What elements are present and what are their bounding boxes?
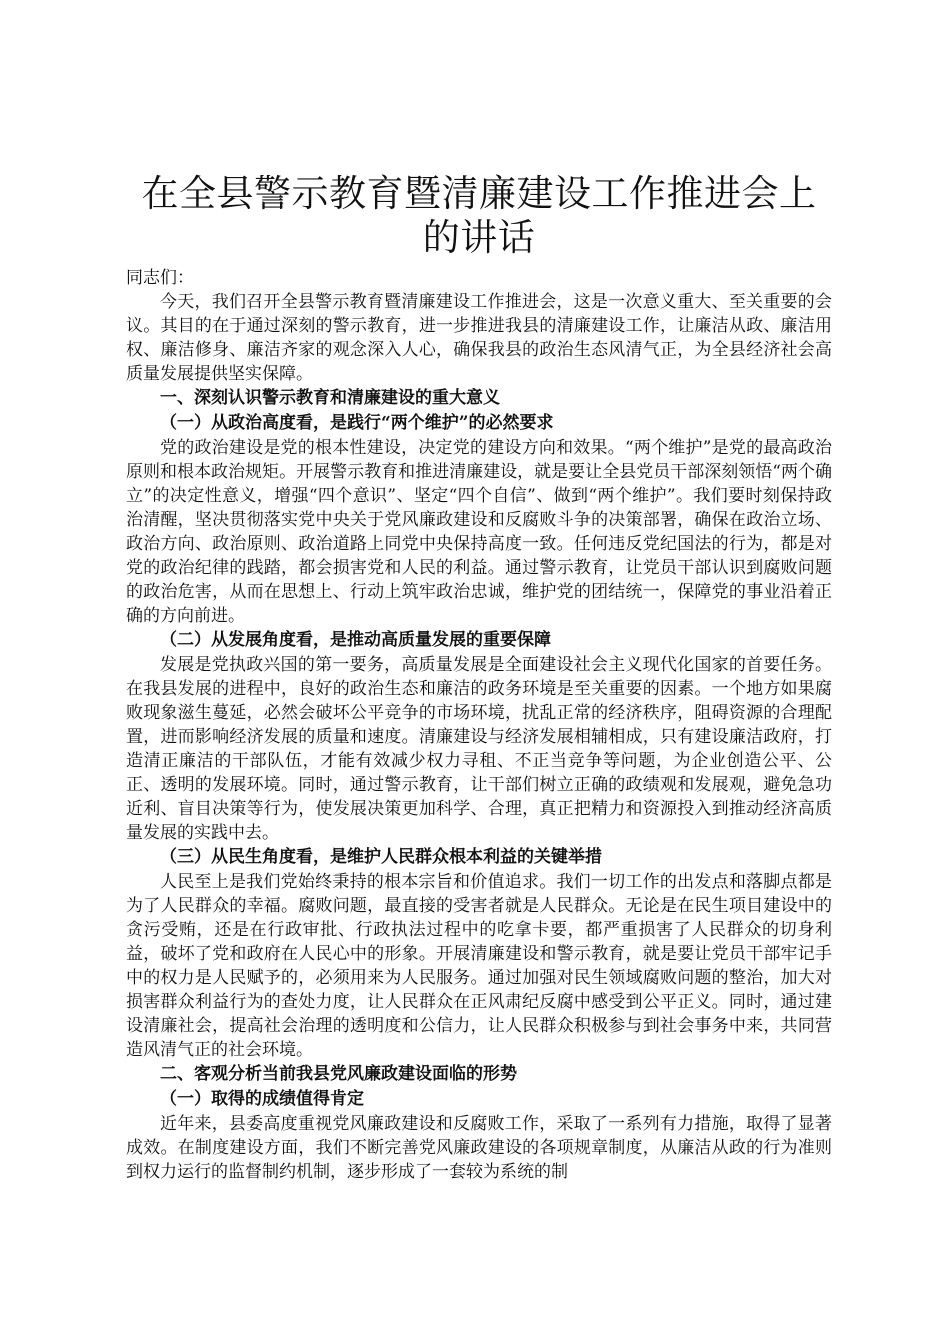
intro-paragraph: 今天，我们召开全县警示教育暨清廉建设工作推进会，这是一次意义重大、至关重要的会议。其目的在于通过深刻的警示教育，进一步推进我县的清廉建设工作，让廉洁从政、廉洁用权、廉洁修身、廉洁齐家的观念深入人心，确保我县的政治生态风清气正，为全县经济社会高质量发展提供坚实保障。 [126, 292, 832, 384]
document-body [126, 172, 832, 1184]
salutation: 同志们： [126, 268, 194, 288]
section-1-1-heading: （一）从政治高度看，是践行“两个维护”的必然要求 [160, 413, 554, 433]
section-2-1-paragraph: 近年来，县委高度重视党风廉政建设和反腐败工作，采取了一系列有力措施，取得了显著成效。在制度建设方面，我们不断完善党风廉政建设的各项规章制度，从廉洁从政的行为准则到权力运行的监督制约机制，逐步形成了一套较为系统的制 [126, 1114, 832, 1182]
document-title: 在全县警示教育暨清廉建设工作推进会上的讲话 [141, 172, 817, 259]
section-1-3-heading: （三）从民生角度看，是维护人民群众根本利益的关键举措 [160, 847, 602, 867]
section-1-1-paragraph: 党的政治建设是党的根本性建设，决定党的建设方向和效果。“两个维护”是党的最高政治原则和根本政治规矩。开展警示教育和推进清廉建设，就是要让全县党员干部深刻领悟“两个确立”的决定性意义，增强“四个意识”、坚定“四个自信”、做到“两个维护”。我们要时刻保持政治清醒，坚决贯彻落实党中央关于党风廉政建设和反腐败斗争的决策部署，确保在政治立场、政治方向、政治原则、政治道路上同党中央保持高度一致。任何违反党纪国法的行为，都是对党的政治纪律的践踏，都会损害党和人民的利益。通过警示教育，让党员干部认识到腐败问题的政治危害，从而在思想上、行动上筑牢政治忠诚，维护党的团结统一，保障党的事业沿着正确的方向前进。 [126, 438, 832, 626]
section-1-2-heading: （二）从发展角度看，是推动高质量发展的重要保障 [160, 630, 551, 650]
section-1-heading: 一、深刻认识警示教育和清廉建设的重大意义 [160, 388, 500, 408]
section-1-2-paragraph: 发展是党执政兴国的第一要务，高质量发展是全面建设社会主义现代化国家的首要任务。在我县发展的进程中，良好的政治生态和廉洁的政务环境是至关重要的因素。一个地方如果腐败现象滋生蔓延，必然会破坏公平竞争的市场环境，扰乱正常的经济秩序，阻碍资源的合理配置，进而影响经济发展的质量和速度。清廉建设与经济发展相辅相成，只有建设廉洁政府，打造清正廉洁的干部队伍，才能有效减少权力寻租、不正当竞争等问题，为企业创造公平、公正、透明的发展环境。同时，通过警示教育，让干部们树立正确的政绩观和发展观，避免急功近利、盲目决策等行为，使发展决策更加科学、合理，真正把精力和资源投入到推动经济高质量发展的实践中去。 [126, 655, 832, 843]
section-1-3-paragraph: 人民至上是我们党始终秉持的根本宗旨和价值追求。我们一切工作的出发点和落脚点都是为了人民群众的幸福。腐败问题，最直接的受害者就是人民群众。无论是在民生项目建设中的贪污受贿，还是在行政审批、行政执法过程中的吃拿卡要，都严重损害了人民群众的切身利益，破坏了党和政府在人民心中的形象。开展清廉建设和警示教育，就是要让党员干部牢记手中的权力是人民赋予的，必须用来为人民服务。通过加强对民生领域腐败问题的整治，加大对损害群众利益行为的查处力度，让人民群众在正风肃纪反腐中感受到公平正义。同时，通过建设清廉社会，提高社会治理的透明度和公信力，让人民群众积极参与到社会事务中来，共同营造风清气正的社会环境。 [126, 872, 832, 1060]
section-2-heading: 二、客观分析当前我县党风廉政建设面临的形势 [160, 1064, 517, 1084]
section-2-1-heading: （一）取得的成绩值得肯定 [160, 1089, 364, 1109]
